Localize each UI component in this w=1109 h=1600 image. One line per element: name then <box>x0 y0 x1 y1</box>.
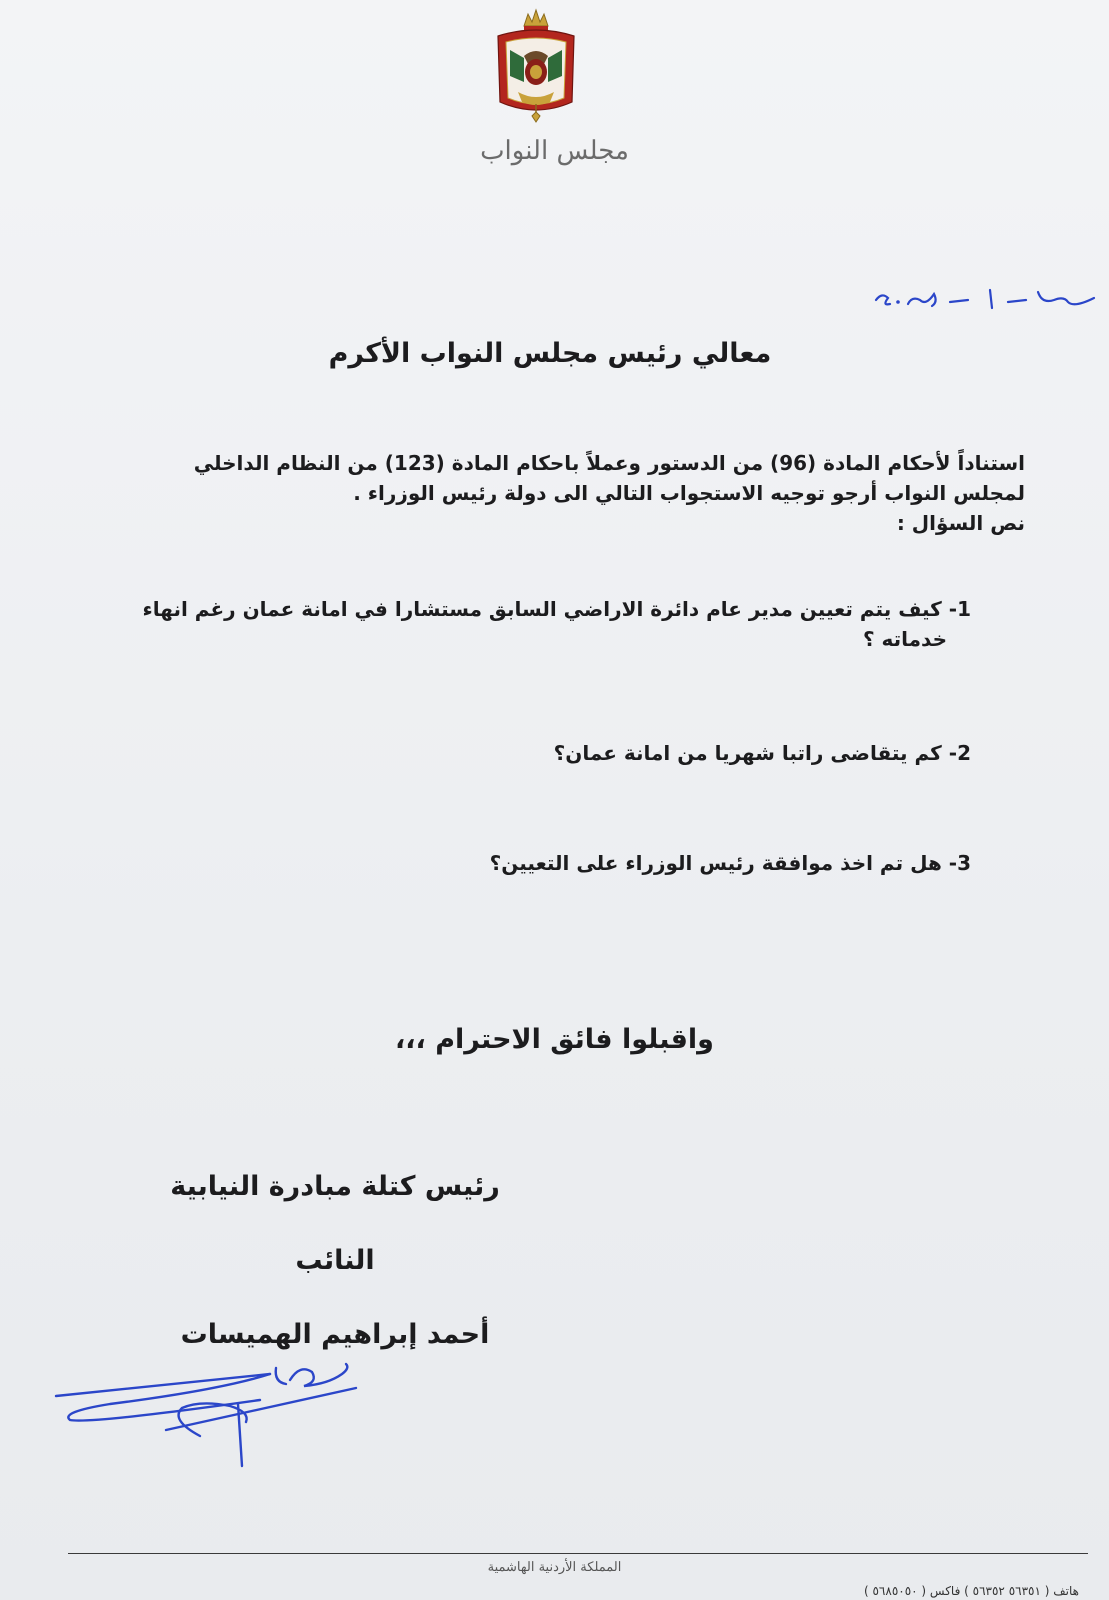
signoff-role: النائب <box>295 1245 375 1276</box>
coat-of-arms-icon <box>488 6 584 128</box>
signoff-block <box>150 1150 520 1372</box>
question-1-line-1: 1- كيف يتم تعيين مدير عام دائرة الاراضي السابق مستشارا في امانة عمان رغم انهاء <box>142 597 971 621</box>
addressee-heading: معالي رئيس مجلس النواب الأكرم <box>328 338 772 369</box>
intro-line-1: استناداً لأحكام المادة (96) من الدستور وعملاً باحكام المادة (123) من النظام الداخلي <box>193 451 1025 475</box>
question-1 <box>91 594 971 654</box>
intro-paragraph <box>145 448 1025 538</box>
intro-line-2: لمجلس النواب أرجو توجيه الاستجواب التالي الى دولة رئيس الوزراء . <box>353 481 1025 505</box>
signoff-name: أحمد إبراهيم الهميسات <box>180 1319 490 1350</box>
question-label: نص السؤال : <box>896 511 1025 535</box>
signature-icon <box>50 1360 370 1470</box>
question-2 <box>91 738 971 768</box>
closing-salutation: واقبلوا فائق الاحترام ،،، <box>395 1024 714 1055</box>
question-2-line-1: 2- كم يتقاضى راتبا شهريا من امانة عمان؟ <box>553 741 971 765</box>
handwritten-date <box>868 282 1098 322</box>
council-name: مجلس النواب <box>480 136 629 166</box>
question-1-line-2: خدماته ؟ <box>862 627 947 651</box>
footer-contact: هاتف ( ٥٦٣٥١ ٥٦٣٥٢ ) فاكس ( ٥٦٨٥٠٥٠ ) <box>863 1584 1079 1598</box>
footer-divider <box>68 1553 1088 1554</box>
question-3-line-1: 3- هل تم اخذ موافقة رئيس الوزراء على التعيين؟ <box>489 851 971 875</box>
footer-kingdom-name: المملكة الأردنية الهاشمية <box>487 1560 622 1575</box>
question-3 <box>91 848 971 878</box>
signoff-title: رئيس كتلة مبادرة النيابية <box>170 1171 500 1202</box>
